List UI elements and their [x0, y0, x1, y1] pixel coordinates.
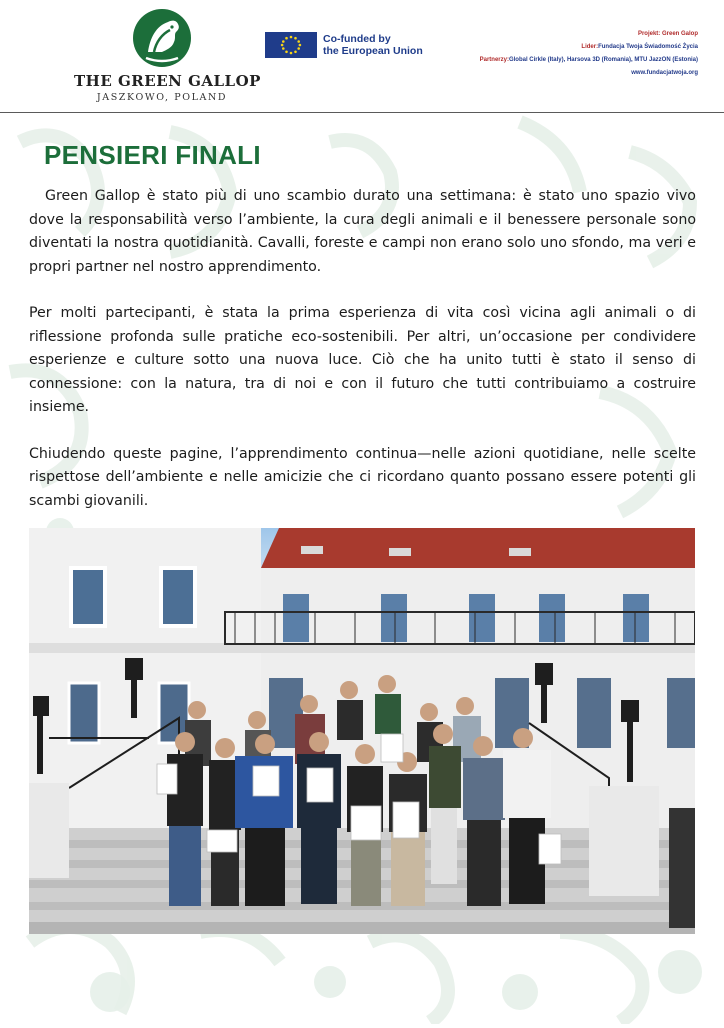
paragraph-3: Chiudendo queste pagine, l’apprendimento continua—nelle azioni quotidiane, nelle scelte rispettose dell’ambiente e nelle amicizie che ci ricordano quanto possano essere potenti gli scambi giovanili. — [29, 445, 696, 509]
eu-line-2: the European Union — [323, 45, 423, 57]
partners-value: Global Cirkle (Italy), Harsova 3D (Romania), MTU JazzON (Estonia) — [508, 57, 698, 63]
group-photo — [29, 528, 695, 934]
logo-subtitle: JASZKOWO, POLAND — [96, 92, 228, 103]
main-content — [29, 140, 696, 513]
paragraph-1: Green Gallop è stato più di uno scambio durato una settimana: è stato uno spazio vivo dove la responsabilità verso l’ambiente, la cura degli animali e il benessere personale sono diventati la nostra quotidianità. Cavalli, foreste e campi non erano solo uno sfondo, ma veri e propri partner nel nostro apprendimento. — [29, 188, 696, 275]
partners-label: Partnerzy: — [479, 57, 509, 63]
paragraph-2: Per molti partecipanti, è stata la prima esperienza di vita così vicina agli animali o di riflessione profonda sulle pratiche eco-sostenibili. Per altri, un’occasione per condividere esperienze e culture sotto una nuova luce. Ciò che ha unito tutti è stato il senso di connessione: con la natura, tra di noi e con il futuro che tutti contribuiamo a costruire insieme. — [29, 305, 696, 415]
project-line — [480, 28, 698, 41]
leader-line — [480, 41, 698, 54]
green-gallop-logo — [74, 8, 261, 103]
project-value: Green Galop — [661, 31, 698, 37]
website-link[interactable]: www.fundacjatwoja.org — [631, 70, 698, 76]
eu-line-1: Co-funded by — [323, 33, 391, 45]
horse-head-logo-icon — [132, 8, 192, 68]
project-info — [480, 28, 698, 80]
leader-label: Lider: — [581, 44, 599, 50]
logo-title: THE GREEN GALLOP — [74, 72, 261, 90]
eu-funding-badge — [265, 32, 423, 58]
page-header — [0, 0, 724, 113]
page-title: PENSIERI FINALI — [44, 140, 261, 170]
partners-line — [480, 54, 698, 67]
eu-flag-icon — [265, 32, 317, 58]
project-label: Projekt: — [637, 31, 661, 37]
leader-value: Fundacja Twoja Świadomość Życia — [598, 44, 698, 50]
eu-funding-text — [323, 33, 423, 57]
